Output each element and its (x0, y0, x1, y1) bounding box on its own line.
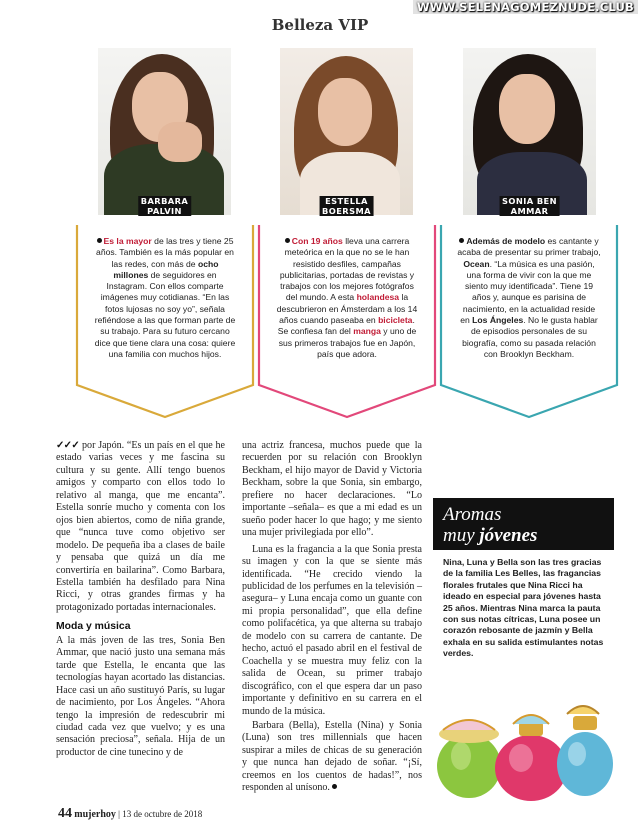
issue-date: 13 de octubre de 2018 (122, 809, 203, 819)
continuation-marks-icon: ✓✓✓ (56, 440, 80, 451)
profile-card-barbara (98, 48, 231, 215)
bullet-dot-icon (97, 238, 102, 243)
profile-text-barbara: Es la mayor de las tres y tiene 25 años. También es la más popular en las redes, con más de ocho millones de seguidores en Instagram. Con ellos comparte imágenes muy cotidianas. “En las fotos lujosas no soy yo”, señala refiéndose a las que forman parte de su trabajo. Para su futuro cercano dice que tiene clara una cosa: quiere una familia con muchos hijos. (94, 236, 236, 359)
profile-text-estella: Con 19 años lleva una carrera meteórica en la que no se le han resistido desfiles, campañas publicitarias, portadas de revistas y trabajos con los mejores fotógrafos del mundo. A esta holandesa la descubrieron en Ámsterdam a los 14 años cuando paseaba en bicicleta. Se confiesa fan del manga y uno de sus primeros trabajos fue en Japón, país que adora. (276, 236, 418, 359)
page-footer: 44 mujerhoy | 13 de octubre de 2018 (58, 806, 203, 821)
perfume-bottles-image (433, 694, 614, 802)
bullet-dot-icon (285, 238, 290, 243)
photo-sonia (463, 48, 596, 215)
article-column-2: una actriz francesa, muchos puede que la recuerden por su relación con Brooklyn Beckham, el hijo mayor de David y Victoria Beckham, sobre la que Sonia, sin embargo, prefiere no hacer declaraciones. “Lo importante –señala– es que a mi edad es un sueño poder hacer lo que hago; y me siento una mujer privilegiada por ello”. Luna es la fragancia a la que Sonia presta su imagen y con la que se siente más identificada. “He crecido viendo la publicidad de los perfumes en la televisión –asegura– y Luna encaja como un guante con mi propia personalidad”, que ella define como polifacética, ya que alterna su trabajo de modelo con su carrera de cantante. De hecho, actuó el pasado abril en el festival de Coachella y se muestra muy feliz con la salida de Ocean, su primer trabajo discográfico, con el que espera dar un paso importante y definitivo en su carrera en el mundo de la música. Barbara (Bella), Estella (Nina) y Sonia (Luna) son tres millennials que hacen suspirar a miles de chicas de su generación y que nunca han dejado de soñar. “¡Sí, creemos en los cuentos de hadas!”, nos responden al unísono. (242, 440, 422, 794)
subheading: Moda y música (56, 621, 131, 633)
photo-barbara (98, 48, 231, 215)
profile-card-sonia (463, 48, 596, 215)
profile-card-estella (280, 48, 413, 215)
name-tag-barbara: BARBARA PALVIN (138, 196, 192, 216)
sidebar-text: Nina, Luna y Bella son las tres gracias de la familia Les Belles, las fragancias florales frutales que Nina Ricci ha ideado en especial para jóvenes hasta 25 años. Mientras Nina marca la pauta con sus notas cítricas, Luna posee un corazón rebosante de jazmín y Bella exhala en su salida estimulantes notas verdes. (443, 557, 604, 659)
sidebar-header: Aromas muy jóvenes (433, 498, 614, 550)
sidebar-aromas (433, 498, 614, 802)
watermark: WWW.SELENAGOMEZNUDE.CLUB (413, 0, 638, 14)
photo-estella (280, 48, 413, 215)
profile-text-sonia: Además de modelo es cantante y acaba de presentar su primer trabajo, Ocean. “La música es una pasión, una forma de vivir con la que me siento muy identificada”. Tiene 19 años y, aunque es parisina de nacimiento, en la actualidad reside en Los Ángeles. No le gusta hablar de episodios personales de su biografía, como su pasada relación con Brooklyn Beckham. (457, 236, 601, 359)
section-title: Belleza VIP (271, 16, 369, 34)
article-column-1: ✓✓✓ por Japón. “Es un país en el que he estado varias veces y me fascina su cultura y su gente. Allí tengo buenos amigos y comparto con ellos todo lo relativo al manga, que me encanta”. Estella sonríe mucho y comenta con los ojos bien abiertos, como de niña grande, que “nunca tuve como objetivo ser modelo. De pequeña iba a clases de baile y pensaba que quizá un día me convertiría en bailarina”. Como Barbara, Estella también ha desfilado para Nina Ricci, y otras grandes firmas y ha protagonizado portadas internacionales. Moda y música A la más joven de las tres, Sonia Ben Ammar, que nació justo una semana más tarde que Estella, le encanta que las tecnologías hayan acortado las distancias. Hace casi un año sustituyó París, su lugar de nacimiento, por Los Ángeles. “Ahora tengo la impresión de redescubrir mi ciudad cada vez que vuelvo; y es una sensación preciosa”, señala. Hija de un productor de cine tunecino y de (56, 440, 225, 758)
end-dot-icon (332, 784, 337, 789)
name-tag-estella: ESTELLA BOERSMA (319, 196, 374, 216)
name-tag-sonia: SONIA BEN AMMAR (499, 196, 560, 216)
page-number: 44 (58, 806, 72, 821)
magazine-brand: mujerhoy (74, 809, 116, 820)
bullet-dot-icon (459, 238, 464, 243)
